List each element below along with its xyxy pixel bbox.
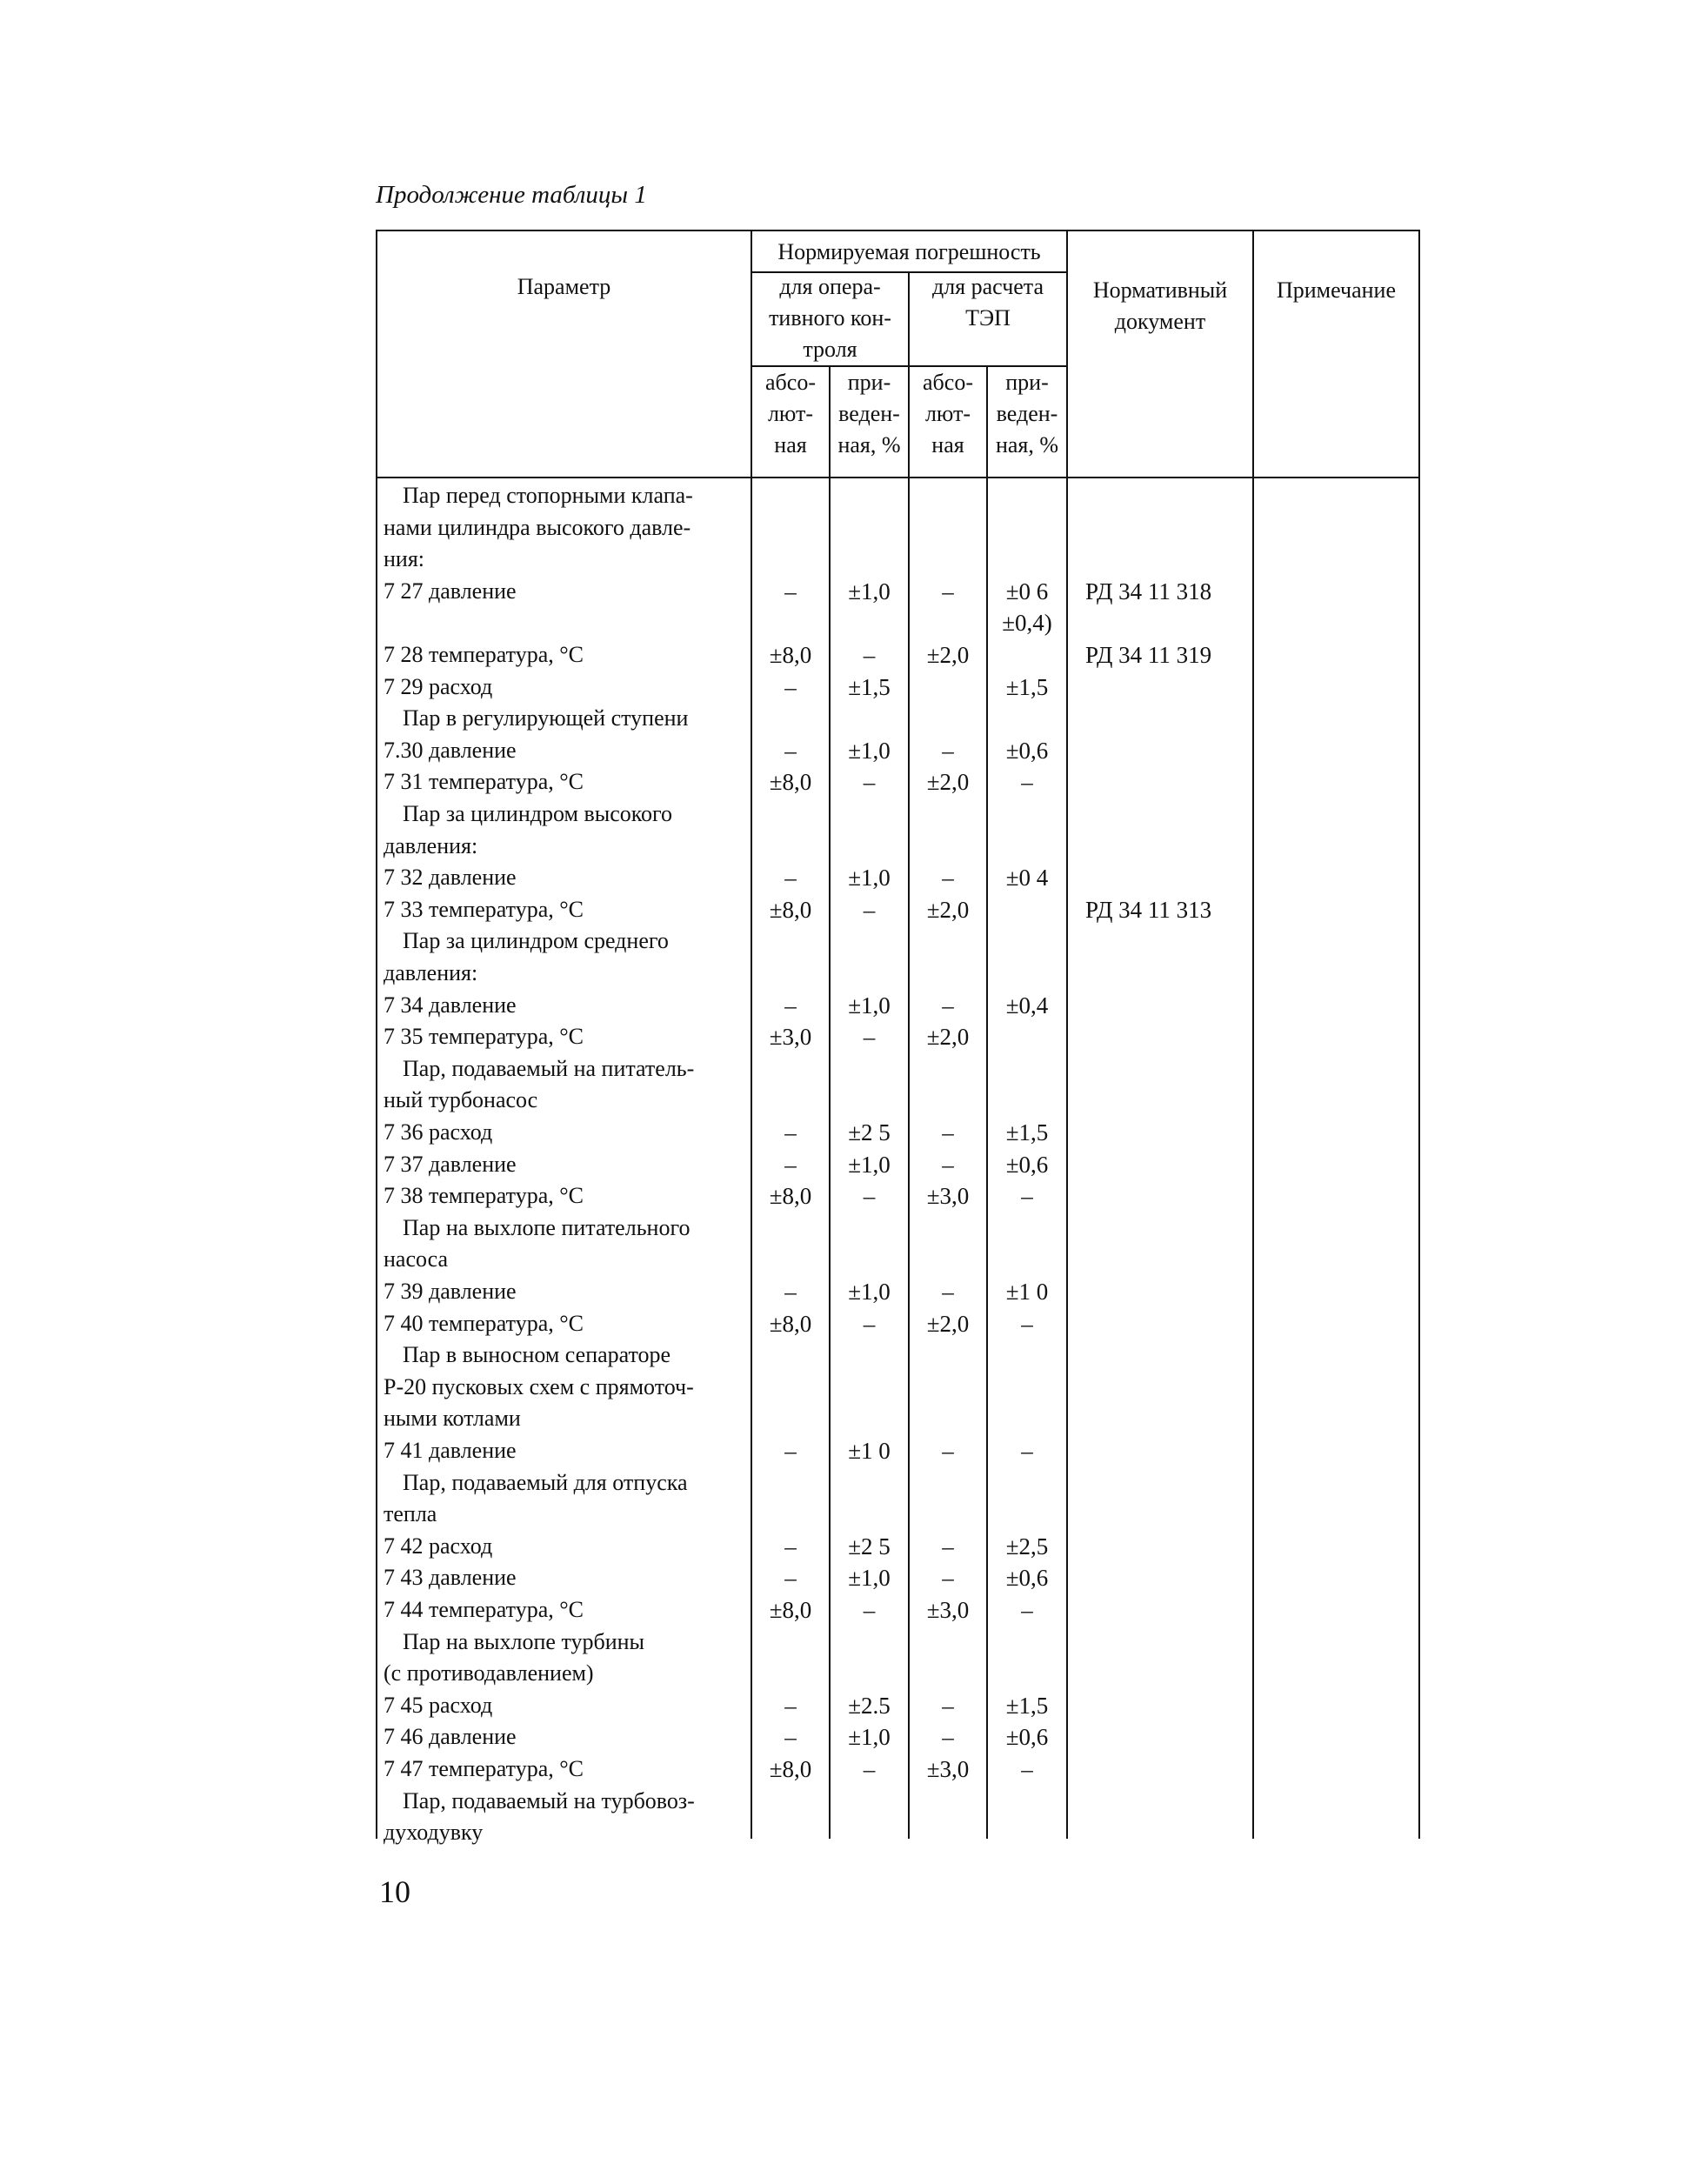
row-value-cell: ±0,6 <box>1005 1565 1049 1592</box>
row-parameter-text: 7.30 давление <box>384 737 517 763</box>
row-value-cell: ±1,5 <box>1005 1119 1049 1145</box>
row-value-cell: ±1,0 <box>848 737 891 764</box>
row-value-cell: ±2.5 <box>848 1692 891 1719</box>
table-caption: Продолжение таблицы 1 <box>376 181 647 209</box>
row-value-cell: ±1 0 <box>1005 1279 1049 1305</box>
header-normative-doc: Нормативный документ <box>1092 277 1228 334</box>
row-value-cell: ±0 6 <box>1005 578 1049 604</box>
row-value-cell: – <box>784 1724 797 1751</box>
row-value-cell: – <box>863 1024 876 1051</box>
row-value-cell: – <box>942 992 954 1019</box>
table-top-border-left <box>376 230 757 231</box>
row-value-cell: – <box>942 1151 954 1178</box>
row-parameter-text: Пар на выхлопе турбины <box>403 1628 644 1654</box>
row-parameter-text: 7 40 температура, °С <box>384 1310 584 1336</box>
row-value-cell: ±1,0 <box>848 578 891 604</box>
row-parameter-text: 7 37 давление <box>384 1151 517 1177</box>
row-value-cell: ±1,5 <box>848 673 891 700</box>
row-value-cell: ±1,0 <box>848 865 891 892</box>
row-value-cell: – <box>784 1565 797 1592</box>
row-value-cell: – <box>863 896 876 923</box>
row-parameter-text: 7 36 расход <box>384 1119 493 1145</box>
row-parameter-text: насоса <box>384 1246 449 1272</box>
row-value-cell: – <box>942 737 954 764</box>
row-value-cell: ±3,0 <box>926 1183 970 1210</box>
row-parameter-text: Пар за цилиндром высокого <box>403 801 673 826</box>
row-value-cell: ±8,0 <box>769 1756 812 1782</box>
header-for-operative: для опера- тивного кон- троля <box>769 274 891 362</box>
row-value-cell: ±2,0 <box>926 896 970 923</box>
row-value-cell: – <box>1021 1756 1033 1782</box>
row-value-cell: – <box>784 865 797 892</box>
row-parameter-text: ный турбонасос <box>384 1087 538 1113</box>
row-value-cell: – <box>1021 1310 1033 1337</box>
row-value-cell: ±0,6 <box>1005 1724 1049 1751</box>
table-left-border <box>376 230 377 1839</box>
row-value-cell: ±2,0 <box>926 1024 970 1051</box>
row-value-cell: – <box>863 1756 876 1782</box>
row-parameter-text: давления: <box>384 832 478 858</box>
row-value-cell: ±2,0 <box>926 1310 970 1337</box>
row-parameter-text: 7 28 температура, °С <box>384 642 584 667</box>
row-normative-doc: РД 34 11 318 <box>1085 578 1212 604</box>
row-parameter-text: Пар перед стопорными клапа- <box>403 483 693 508</box>
row-value-cell: ±1,0 <box>848 1151 891 1178</box>
row-value-cell: ±0,6 <box>1005 737 1049 764</box>
row-parameter-text: Пар в регулирующей ступени <box>403 705 689 731</box>
row-parameter-text: 7 46 давление <box>384 1724 517 1750</box>
row-value-cell: – <box>863 1183 876 1210</box>
row-parameter-text: Пар, подаваемый на питатель- <box>403 1055 695 1081</box>
row-value-cell: ±2,5 <box>1005 1533 1049 1560</box>
row-value-cell: ±1 0 <box>848 1438 891 1464</box>
row-value-cell: – <box>784 1692 797 1719</box>
row-parameter-text: ния: <box>384 546 425 572</box>
header-reduced-2: при- веден- ная, % <box>995 370 1059 458</box>
row-value-cell: ±3,0 <box>769 1024 812 1051</box>
row-value-cell: – <box>1021 1597 1033 1623</box>
header-bottom-border <box>376 477 1418 478</box>
row-value-cell: – <box>942 1565 954 1592</box>
row-value-cell: – <box>784 1119 797 1145</box>
row-value-cell: – <box>942 865 954 892</box>
row-value-cell: – <box>942 1279 954 1305</box>
row-value-cell: – <box>784 673 797 700</box>
row-value-cell: – <box>942 1692 954 1719</box>
header-parameter: Параметр <box>517 274 611 299</box>
row-parameter-text: ными котлами <box>384 1406 521 1432</box>
row-parameter-text: Пар, подаваемый на турбовоз- <box>403 1787 695 1813</box>
row-parameter-text: 7 32 давление <box>384 865 517 891</box>
row-value-cell: ±0,4 <box>1005 992 1049 1019</box>
row-parameter-text: 7 38 температура, °С <box>384 1183 584 1209</box>
row-parameter-text: 7 31 температура, °С <box>384 769 584 795</box>
row-parameter-text: давления: <box>384 960 478 985</box>
row-normative-doc: РД 34 11 313 <box>1085 896 1212 923</box>
header-note: Примечание <box>1276 277 1397 303</box>
row-value-cell: – <box>784 737 797 764</box>
row-parameter-text: Пар в выносном сепараторе <box>403 1342 671 1368</box>
row-normative-doc: РД 34 11 319 <box>1085 642 1212 668</box>
row-parameter-text: 7 43 давление <box>384 1565 517 1591</box>
row-value-cell: ±1,5 <box>1005 1692 1049 1719</box>
row-parameter-text: 7 44 температура, °С <box>384 1597 584 1622</box>
row-parameter-text: 7 29 расход <box>384 673 493 699</box>
row-value-cell: ±2 5 <box>848 1119 891 1145</box>
row-parameter-text: 7 27 давление <box>384 578 517 604</box>
row-parameter-text: тепла <box>384 1501 437 1527</box>
row-parameter-text: 7 33 температура, °С <box>384 896 584 922</box>
row-value-cell: – <box>1021 1438 1033 1464</box>
row-value-cell: ±1,0 <box>848 1565 891 1592</box>
row-value-cell: – <box>863 1310 876 1337</box>
row-value-cell: – <box>942 1438 954 1464</box>
row-value-cell: ±8,0 <box>769 769 812 796</box>
row-value-cell: ±1,5 <box>1005 673 1049 700</box>
row-value-cell: – <box>784 578 797 604</box>
header-normalized-error: Нормируемая погрешность <box>777 239 1041 264</box>
row-value-cell: – <box>942 1533 954 1560</box>
row-value-cell: – <box>784 992 797 1019</box>
row-value-cell: – <box>863 1597 876 1623</box>
row-value-cell: ±8,0 <box>769 1310 812 1337</box>
row-value-cell: – <box>1021 1183 1033 1210</box>
row-value-cell: ±2,0 <box>926 769 970 796</box>
row-parameter-text: 7 35 температура, °С <box>384 1024 584 1050</box>
row-parameter-text: Пар, подаваемый для отпуска <box>403 1469 688 1495</box>
header-absolute-2: абсо- лют- ная <box>923 370 973 458</box>
row-value-cell: ±1,0 <box>848 992 891 1019</box>
row-parameter-text: (с противодавлением) <box>384 1660 594 1686</box>
col-divider-6 <box>1252 230 1254 1839</box>
row-parameter-text: 7 45 расход <box>384 1692 493 1718</box>
row-parameter-text: 7 41 давление <box>384 1438 517 1463</box>
row-value-cell: – <box>784 1438 797 1464</box>
row-value-cell: ±0,6 <box>1005 1151 1049 1178</box>
row-value-cell: – <box>863 642 876 668</box>
row-value-cell: ±8,0 <box>769 1183 812 1210</box>
row-parameter-text: Пар на выхлопе питательного <box>403 1214 691 1240</box>
row-value-cell: – <box>863 769 876 796</box>
row-value-cell: ±3,0 <box>926 1597 970 1623</box>
row-parameter-text: 7 42 расход <box>384 1533 493 1559</box>
row-parameter-text: Пар за цилиндром среднего <box>403 928 669 954</box>
row-value-cell: ±3,0 <box>926 1756 970 1782</box>
row-parameter-text: нами цилиндра высокого давле- <box>384 514 691 540</box>
row-value-cell: ±8,0 <box>769 642 812 668</box>
row-value-cell: – <box>784 1279 797 1305</box>
header-for-tep: для расчета ТЭП <box>931 274 1044 331</box>
row-value-cell: ±0,4) <box>1002 610 1052 637</box>
row-parameter-text: 7 39 давление <box>384 1279 517 1304</box>
row-value-cell: – <box>1021 769 1033 796</box>
row-value-cell: ±0 4 <box>1005 865 1049 892</box>
col-divider-5 <box>1066 230 1068 1839</box>
row-value-cell: – <box>942 1119 954 1145</box>
row-value-cell: – <box>784 1533 797 1560</box>
row-parameter-text: духодувку <box>384 1820 484 1846</box>
header-absolute-1: абсо- лют- ная <box>765 370 816 458</box>
table-right-border <box>1418 230 1420 1839</box>
row-value-cell: ±2 5 <box>848 1533 891 1560</box>
page-number: 10 <box>379 1874 410 1909</box>
row-parameter-text: Р-20 пусковых схем с прямоточ- <box>384 1373 694 1399</box>
table-top-border <box>757 230 1418 231</box>
row-parameter-text: 7 47 температура, °С <box>384 1756 584 1781</box>
row-value-cell: – <box>784 1151 797 1178</box>
row-parameter-text: 7 34 давление <box>384 992 517 1018</box>
row-value-cell: ±1,0 <box>848 1279 891 1305</box>
row-value-cell: ±2,0 <box>926 642 970 668</box>
header-reduced-1: при- веден- ная, % <box>837 370 901 458</box>
row-value-cell: – <box>942 578 954 604</box>
row-value-cell: ±8,0 <box>769 1597 812 1623</box>
row-value-cell: ±8,0 <box>769 896 812 923</box>
row-value-cell: – <box>942 1724 954 1751</box>
row-value-cell: ±1,0 <box>848 1724 891 1751</box>
